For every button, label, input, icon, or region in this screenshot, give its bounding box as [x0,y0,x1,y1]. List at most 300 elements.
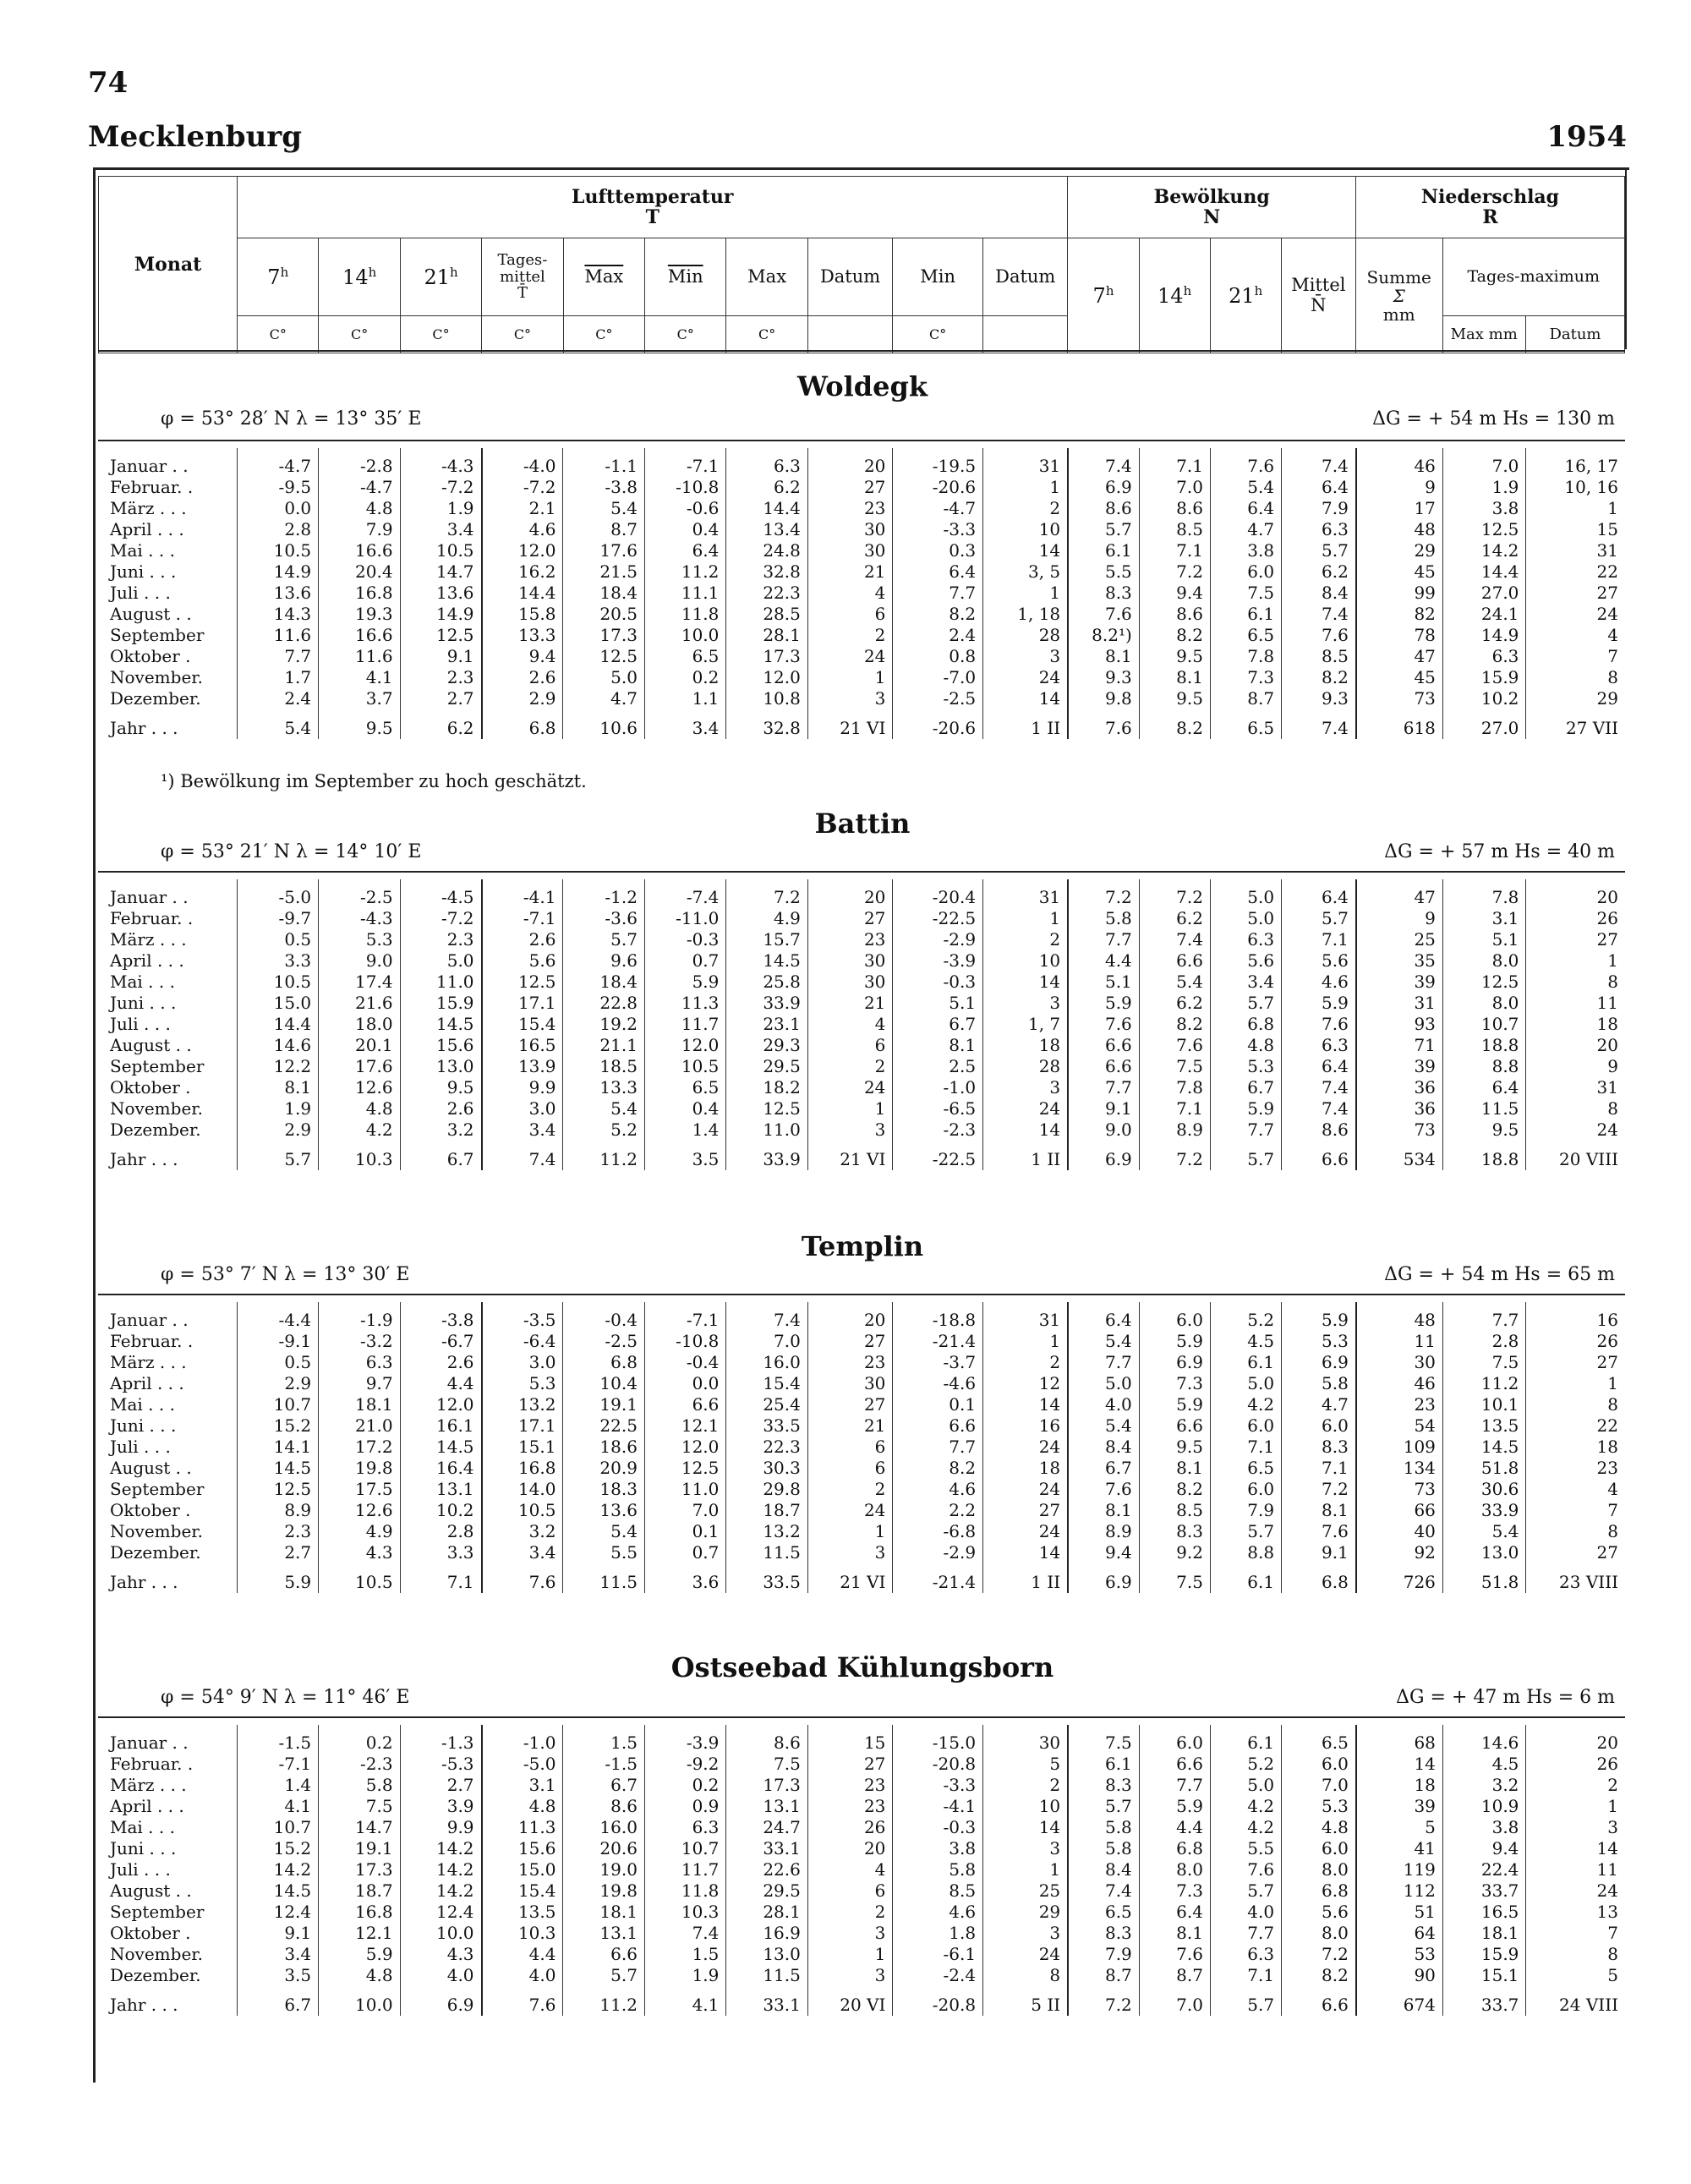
station-coordinates: φ = 54° 9′ N λ = 11° 46′ E [161,1687,410,1708]
station-coordinates: φ = 53° 28′ N λ = 13° 35′ E [161,408,422,430]
month-label: Januar . . [110,455,189,476]
table-cell: 112 [1356,1880,1443,1901]
header-bewoelkung: Bewölkung N [1068,177,1355,238]
table-cell: 22.4 [1442,1858,1526,1880]
table-cell: 18.0 [319,1013,400,1034]
table-cell: 31 [983,448,1069,476]
header-n21: 21$^h$ [1210,238,1281,353]
table-row [98,1964,1625,1985]
table-cell: -1.9 [319,1302,400,1330]
table-cell: -0.3 [644,928,725,950]
table-cell: 46 [1356,448,1443,476]
table-cell: 10.3 [482,1922,563,1943]
month-label: August . . [110,1457,192,1478]
table-cell: 6.6 [1282,1985,1356,2016]
table-cell: 6.1 [1210,1725,1281,1753]
table-cell: 5.7 [1210,1880,1281,1901]
table-cell: 11.0 [726,1119,807,1140]
unit-minbar: C° [645,316,726,353]
table-cell: 2.8 [237,518,318,539]
table-cell: 7.3 [1139,1880,1210,1901]
table-cell: 4.7 [1210,518,1281,539]
table-cell: 5.4 [1442,1520,1526,1541]
table-cell: 6.5 [644,645,725,666]
table-cell: 5.0 [1068,1372,1139,1393]
table-cell: -2.3 [893,1119,983,1140]
table-cell: 36 [1356,1097,1443,1119]
table-cell: -7.1 [482,907,563,928]
table-cell: 17.3 [563,624,644,645]
table-cell: 6.0 [1282,1753,1356,1774]
table-cell: 2 [807,1055,893,1076]
table-cell: 30 [807,1372,893,1393]
table-cell: -2.8 [319,448,400,476]
table-cell: -20.8 [893,1753,983,1774]
table-cell: -7.1 [644,448,725,476]
table-cell: 54 [1356,1415,1443,1436]
table-cell: 6.4 [1139,1901,1210,1922]
table-cell: 23 [807,497,893,518]
table-cell: 4.7 [563,687,644,709]
table-cell: -7.0 [893,666,983,687]
table-cell: 16.8 [319,1901,400,1922]
table-cell: 8.2 [1282,1964,1356,1985]
table-cell: 14.5 [400,1436,481,1457]
table-cell: 5.0 [1210,1372,1281,1393]
table-cell: 7.2 [1139,879,1210,907]
table-cell: 10 [983,518,1069,539]
table-cell: 12.5 [563,645,644,666]
table-cell: 13.5 [1442,1415,1526,1436]
table-cell: 18.7 [726,1499,807,1520]
table-row [98,1478,1625,1499]
table-cell: 2.9 [482,687,563,709]
table-cell: 18.8 [1442,1034,1526,1055]
table-cell: 15.7 [726,928,807,950]
table-cell: 22 [1526,1415,1625,1436]
table-cell: 15.9 [400,992,481,1013]
table-cell: 7.5 [1139,1055,1210,1076]
table-cell: 4.6 [482,518,563,539]
table-cell: 7.7 [237,645,318,666]
table-cell: 8.5 [1139,518,1210,539]
table-cell: 3 [983,1076,1069,1097]
table-cell: 6.5 [644,1076,725,1097]
table-cell: 0.5 [237,928,318,950]
table-cell: 3.1 [1442,907,1526,928]
table-cell: 7.4 [1282,603,1356,624]
table-cell: 22 [1526,561,1625,582]
month-label: August . . [110,1034,192,1055]
table-cell: 5.5 [563,1541,644,1563]
table-row [98,518,1625,539]
month-label: Jahr . . . [110,718,178,738]
station-coordinates: φ = 53° 21′ N λ = 14° 10′ E [161,841,422,862]
table-cell: 12.5 [237,1478,318,1499]
table-cell: 11.6 [237,624,318,645]
table-cell: 7.4 [1282,1076,1356,1097]
table-cell: 27 [807,1393,893,1415]
table-cell: -22.5 [893,907,983,928]
table-cell: 8.0 [1282,1858,1356,1880]
header-t21: 21$^h$ [400,238,481,316]
table-cell: 9.5 [1139,1436,1210,1457]
table-cell: 12.5 [482,971,563,992]
table-cell: 1.8 [893,1922,983,1943]
table-cell: 13.0 [1442,1541,1526,1563]
table-cell: 6.0 [1139,1302,1210,1330]
table-cell: 33.7 [1442,1985,1526,2016]
table-cell: 20.4 [319,561,400,582]
table-cell: -2.9 [893,1541,983,1563]
table-cell: 7.0 [726,1330,807,1351]
header-min: Min [893,238,983,316]
table-cell: -7.4 [644,879,725,907]
table-cell: 7.6 [1068,1478,1139,1499]
table-cell: 8.5 [1139,1499,1210,1520]
table-cell: 8.6 [563,1795,644,1816]
table-cell: 6.8 [482,709,563,739]
table-cell: 6.9 [1068,476,1139,497]
table-cell: 0.9 [644,1795,725,1816]
table-cell: 7.6 [1282,624,1356,645]
table-cell: 19.1 [319,1837,400,1858]
table-cell: 0.2 [319,1725,400,1753]
table-cell: 2 [807,1901,893,1922]
table-cell: 2.8 [400,1520,481,1541]
table-cell: 8.1 [237,1076,318,1097]
table-row [98,1097,1625,1119]
table-cell: 0.3 [893,539,983,561]
table-cell: 2 [983,928,1069,950]
table-cell: 1.7 [237,666,318,687]
table-row [98,1415,1625,1436]
table-cell: -19.5 [893,448,983,476]
month-label: Februar. . [110,476,194,497]
table-cell: 41 [1356,1837,1443,1858]
month-label: September [110,624,205,645]
table-cell: 18 [1356,1774,1443,1795]
table-cell: 7.9 [1068,1943,1139,1964]
table-cell: 10.5 [482,1499,563,1520]
table-cell: 7.6 [1210,1858,1281,1880]
table-cell: 7.4 [726,1302,807,1330]
month-label: April . . . [110,950,184,971]
table-cell: 2.6 [400,1097,481,1119]
header-max: Max [726,238,807,316]
table-cell: 20 VIII [1526,1140,1625,1170]
table-cell: 6.3 [1282,518,1356,539]
table-cell: 13.1 [563,1922,644,1943]
month-label: September [110,1055,205,1076]
table-cell: 10.4 [563,1372,644,1393]
station-rule [98,871,1625,873]
table-cell: 726 [1356,1563,1443,1593]
unit-max: C° [726,316,807,353]
table-cell: 8.2 [1139,1013,1210,1034]
table-cell: 64 [1356,1922,1443,1943]
table-cell: 6.1 [1068,1753,1139,1774]
table-cell: 17.5 [319,1478,400,1499]
table-cell: 93 [1356,1013,1443,1034]
table-cell: 7.4 [1282,1097,1356,1119]
table-cell: 14.4 [237,1013,318,1034]
table-cell: 13 [1526,1901,1625,1922]
table-cell: 2.9 [237,1119,318,1140]
table-cell: 2 [807,624,893,645]
table-cell: 12 [983,1372,1069,1393]
table-cell: -21.4 [893,1330,983,1351]
table-cell: 25.4 [726,1393,807,1415]
table-cell: 7.7 [1068,928,1139,950]
table-cell: 39 [1356,971,1443,992]
table-cell: 6.8 [1210,1013,1281,1034]
table-cell: 3.8 [1442,497,1526,518]
table-cell: 3.8 [1210,539,1281,561]
table-row [98,1816,1625,1837]
table-cell: 12.1 [644,1415,725,1436]
table-cell: 9.0 [319,950,400,971]
table-cell: 3.6 [644,1563,725,1593]
table-cell: 15.8 [482,603,563,624]
table-cell: 14.2 [237,1858,318,1880]
table-cell: 15.0 [482,1858,563,1880]
table-cell: 21.6 [319,992,400,1013]
table-cell: 1.5 [563,1725,644,1753]
table-cell: 2 [983,1774,1069,1795]
month-label: Februar. . [110,907,194,928]
table-cell: 30 [807,539,893,561]
table-cell: 5.7 [563,928,644,950]
header-lufttemperatur: Lufttemperatur T [238,177,1068,238]
table-cell: 5.7 [1210,1985,1281,2016]
table-cell: 5.0 [563,666,644,687]
table-cell: 9.4 [1139,582,1210,603]
table-cell: 2.1 [482,497,563,518]
table-cell: 6.8 [1139,1837,1210,1858]
table-cell: 1.9 [1442,476,1526,497]
table-cell: 27 [1526,928,1625,950]
table-cell: 5.9 [1139,1393,1210,1415]
table-cell: 8.0 [1139,1858,1210,1880]
table-cell: 18 [1526,1436,1625,1457]
table-cell: 35 [1356,950,1443,971]
table-row [98,561,1625,582]
table-cell: 1 [1526,1372,1625,1393]
table-cell: 10.5 [319,1563,400,1593]
table-cell: 7.1 [1282,1457,1356,1478]
table-cell: 27 [983,1499,1069,1520]
table-cell: 10.7 [1442,1013,1526,1034]
table-cell: 45 [1356,666,1443,687]
table-cell: 14.6 [1442,1725,1526,1753]
table-cell: 0.7 [644,1541,725,1563]
table-cell: 6.6 [644,1393,725,1415]
table-cell: 1, 18 [983,603,1069,624]
table-row [98,1901,1625,1922]
table-row [98,497,1625,518]
table-cell: -9.2 [644,1753,725,1774]
table-cell: 73 [1356,1478,1443,1499]
table-cell: 1 [983,582,1069,603]
unit-t14: C° [319,316,400,353]
table-cell: 8.6 [726,1725,807,1753]
table-row [98,1541,1625,1563]
table-cell: 2 [1526,1774,1625,1795]
table-cell: 15.9 [1442,1943,1526,1964]
table-cell: 7.6 [1139,1034,1210,1055]
table-cell: 17.1 [482,1415,563,1436]
table-cell: 23.1 [726,1013,807,1034]
table-cell: 3.8 [1442,1816,1526,1837]
table-cell: 21 [807,561,893,582]
table-cell: 18.3 [563,1478,644,1499]
unit-empty1 [807,316,893,353]
table-cell: 6.9 [1068,1563,1139,1593]
table-cell: 11.5 [726,1964,807,1985]
table-cell: 11.8 [644,603,725,624]
table-cell: 82 [1356,603,1443,624]
table-cell: 5.8 [1068,907,1139,928]
table-cell: 11.5 [726,1541,807,1563]
month-label: März . . . [110,497,187,518]
table-cell: 27 [1526,1351,1625,1372]
table-cell: 4 [1526,624,1625,645]
table-cell: 8 [1526,971,1625,992]
table-cell: 29.5 [726,1880,807,1901]
table-cell: 5.9 [1139,1795,1210,1816]
table-cell: 9.9 [400,1816,481,1837]
table-cell: 6.7 [400,1140,481,1170]
table-cell: 3.3 [400,1541,481,1563]
table-cell: 13.9 [482,1055,563,1076]
table-cell: 12.4 [400,1901,481,1922]
year-title: 1954 [1546,120,1627,154]
table-cell: 20.9 [563,1457,644,1478]
table-cell: 47 [1356,879,1443,907]
table-cell: 5.5 [1210,1837,1281,1858]
table-cell: 12.5 [1442,971,1526,992]
table-cell: 1 [983,907,1069,928]
table-cell: 17.1 [482,992,563,1013]
table-cell: 5.4 [1210,476,1281,497]
station-title: Battin [814,807,911,840]
table-cell: 14 [1356,1753,1443,1774]
table-cell: 14.5 [237,1880,318,1901]
header-datum-max: Datum [807,238,893,316]
table-cell: 32.8 [726,561,807,582]
table-cell: 33.7 [1442,1880,1526,1901]
table-cell: 6.6 [1068,1055,1139,1076]
table-cell: 1 [807,1097,893,1119]
table-cell: 27 [807,907,893,928]
table-cell: 7.4 [482,1140,563,1170]
table-cell: 6.0 [1210,1415,1281,1436]
table-cell: 9 [1356,907,1443,928]
table-cell: 13.6 [237,582,318,603]
table-cell: 7.5 [1068,1725,1139,1753]
table-cell: 5.9 [319,1943,400,1964]
table-cell: 13.3 [563,1076,644,1097]
table-cell: -7.1 [644,1302,725,1330]
table-cell: -4.3 [319,907,400,928]
table-cell: 3.7 [319,687,400,709]
table-cell: 2.7 [400,687,481,709]
header-min-bar: $\overline{Min}$ [645,238,726,316]
table-cell: 3 [807,687,893,709]
table-cell: 5.3 [1282,1330,1356,1351]
table-cell: 7.2 [1068,879,1139,907]
table-cell: 4.7 [1282,1393,1356,1415]
table-cell: 4.1 [237,1795,318,1816]
table-cell: 6 [807,1457,893,1478]
table-row [98,1880,1625,1901]
table-cell: 5.4 [1068,1415,1139,1436]
table-cell: 19.8 [563,1880,644,1901]
table-cell: 18.1 [563,1901,644,1922]
table-cell: -0.3 [893,971,983,992]
table-cell: 5.2 [1210,1302,1281,1330]
table-cell: 73 [1356,687,1443,709]
table-cell: 18.2 [726,1076,807,1097]
table-cell: 3.4 [482,1119,563,1140]
table-cell: 27 [807,476,893,497]
table-cell: 14.9 [1442,624,1526,645]
table-cell: 20 [1526,1725,1625,1753]
table-cell: 9.6 [563,950,644,971]
table-cell: 11.3 [644,992,725,1013]
table-cell: -0.6 [644,497,725,518]
table-cell: 5.7 [563,1964,644,1985]
table-cell: 2.6 [400,1351,481,1372]
table-cell: 15.1 [1442,1964,1526,1985]
table-cell: 7.8 [1442,879,1526,907]
table-cell: 15.4 [482,1880,563,1901]
table-cell: 1, 7 [983,1013,1069,1034]
month-label: April . . . [110,1372,184,1393]
table-cell: 8.5 [893,1880,983,1901]
table-cell: 3 [983,992,1069,1013]
table-cell: 8.7 [1068,1964,1139,1985]
table-cell: 8.4 [1068,1858,1139,1880]
table-cell: 33.9 [1442,1499,1526,1520]
table-cell: 7.5 [726,1753,807,1774]
table-cell: 6.8 [1282,1880,1356,1901]
table-cell: -1.3 [400,1725,481,1753]
table-cell: 8.5 [1282,645,1356,666]
table-cell: 22.5 [563,1415,644,1436]
station-table [98,448,1625,739]
table-cell: 22.8 [563,992,644,1013]
table-row [98,666,1625,687]
table-cell: 9.2 [1139,1541,1210,1563]
month-label: Jahr . . . [110,1572,178,1592]
table-cell: 8.3 [1282,1436,1356,1457]
table-cell: 1 II [983,1140,1069,1170]
table-cell: 1 [807,1943,893,1964]
table-cell: 23 VIII [1526,1563,1625,1593]
table-cell: 4.5 [1210,1330,1281,1351]
table-cell: 1 [1526,1795,1625,1816]
table-cell: 5.2 [1210,1753,1281,1774]
table-cell: 9.9 [482,1076,563,1097]
table-cell: -4.7 [319,476,400,497]
table-cell: 4.2 [1210,1393,1281,1415]
table-cell: -5.0 [482,1753,563,1774]
table-cell: 16.1 [400,1415,481,1436]
table-cell: 17.2 [319,1436,400,1457]
table-row [98,1393,1625,1415]
